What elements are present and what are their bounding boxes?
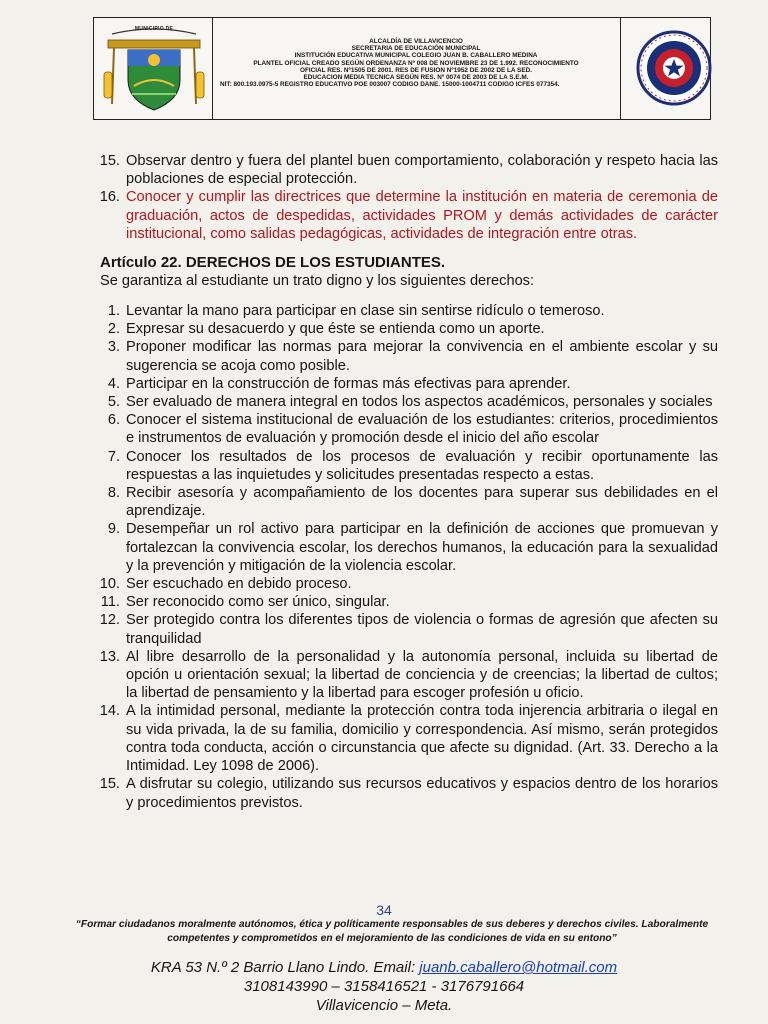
list-item-text: Conocer los resultados de los procesos de evaluación y recibir oportunamente las respuestas a las inquietudes y solicitudes presentadas respecto a estas. [126, 448, 718, 483]
list-item-text: Al libre desarrollo de la personalidad y la autonomía personal, incluida su libertad de opción u orientación sexual; la libertad de conciencia y de creencias; la libertad de cultos; la libertad de pensamiento y la libertad para escoger profesión u oficio. [126, 648, 718, 702]
letterhead [93, 17, 711, 120]
list-item [86, 611, 718, 647]
list-item [86, 648, 718, 703]
list-item-text: Observar dentro y fuera del plantel buen comportamiento, colaboración y respeto hacia las poblaciones de especial protección. [126, 153, 718, 188]
list-item-number: 16. [99, 189, 120, 206]
list-item-number: 8. [107, 485, 120, 502]
motto-line: “Formar ciudadanos moralmente autónomos, ética y políticamente responsables de sus deberes y derechos civiles. Laboralmente [75, 919, 709, 930]
list-item-number: 15. [99, 776, 120, 793]
list-item [86, 338, 718, 374]
list-item [86, 775, 718, 811]
list-item-text: Ser reconocido como ser único, singular. [126, 594, 390, 611]
list-item [86, 593, 718, 611]
letterhead-line: ALCALDÍA DE VILLAVICENCIO [369, 38, 463, 45]
list-item-text: Proponer modificar las normas para mejorar la convivencia en el ambiente escolar y su sugerencia se acoja como posible. [126, 339, 718, 374]
list-item-text: Conocer y cumplir las directrices que determine la institución en materia de ceremonia de graduación, actos de despedidas, actividades PROM y demás actividades de carácter institucional, como salidas pedagógicas, actividades de integración entre otras. [126, 189, 718, 242]
email-link[interactable]: juanb.caballero@hotmail.com [419, 959, 618, 976]
list-item-text: Conocer el sistema institucional de evaluación de los estudiantes: criterios, procedimientos e instrumentos de evaluación y promoción desde el inicio del año escolar [126, 412, 718, 447]
list-item-highlighted [86, 188, 718, 243]
city-line: Villavicencio – Meta. [315, 997, 453, 1014]
list-item-number: 13. [99, 648, 120, 665]
letterhead-divider [620, 18, 621, 119]
municipal-crest-logo [102, 24, 206, 114]
list-item [86, 702, 718, 775]
rights-list [86, 302, 718, 812]
list-item-text: Recibir asesoría y acompañamiento de los docentes para superar sus debilidades en el aprendizaje. [126, 485, 718, 520]
letterhead-divider [212, 18, 213, 119]
list-item-text: Ser escuchado en debido proceso. [126, 576, 352, 593]
list-item [86, 448, 718, 484]
list-item-number: 11. [100, 594, 120, 611]
address-text: KRA 53 N.º 2 Barrio Llano Lindo. Email: [150, 959, 420, 976]
list-item [86, 411, 718, 447]
list-item-text: Ser protegido contra los diferentes tipos de violencia o formas de agresión que afecten su tranquilidad [126, 612, 718, 647]
letterhead-text [214, 38, 618, 88]
letterhead-line: EDUCACION MEDIA TECNICA SEGÚN RES. Nº 0074 DE 2003 DE LA S.E.M. [303, 74, 529, 82]
list-item [86, 320, 718, 338]
article-intro: Se garantiza al estudiante un trato digno y los siguientes derechos: [100, 273, 535, 290]
footer-address [0, 958, 768, 1015]
list-item-number: 14. [99, 703, 120, 720]
list-item [86, 484, 718, 520]
list-item-text: A la intimidad personal, mediante la protección contra toda injerencia arbitraria o ilegal en su vida privada, la de su familia, domicilio y correspondencia. Así mismo, serán protegidos contra toda conducta, acción o circunstancia que afecte su dignidad. (Art. 33. Derecho a la Intimidad. Ley 1098 de 2006). [126, 703, 718, 775]
list-item-text: A disfrutar su colegio, utilizando sus recursos educativos y espacios dentro de los horarios y procedimientos previstos. [126, 776, 718, 811]
letterhead-line: INSTITUCIÓN EDUCATIVA MUNICIPAL COLEGIO JUAN B. CABALLERO MEDINA [294, 52, 538, 60]
phone-numbers: 3108143990 – 3158416521 - 3176791664 [243, 978, 525, 995]
list-item [86, 575, 718, 593]
list-item-number: 1. [107, 303, 120, 320]
list-item [86, 302, 718, 320]
list-item-text: Expresar su desacuerdo y que éste se entienda como un aporte. [126, 321, 545, 338]
list-item-number: 9. [107, 521, 120, 538]
list-item-number: 6. [107, 412, 120, 429]
document-body [86, 152, 718, 812]
list-item [86, 152, 718, 188]
list-item-text: Participar en la construcción de formas más efectivas para aprender. [126, 375, 571, 392]
school-seal-logo [634, 28, 714, 108]
crest-label: MUNICIPIO DE [134, 26, 174, 32]
list-item-number: 12. [99, 612, 120, 629]
address-line [0, 958, 768, 977]
article-title: Artículo 22. DERECHOS DE LOS ESTUDIANTES. [100, 254, 446, 272]
motto-line: competentes y comprometidos en el mejoramiento de las condiciones de vida en su entono” [167, 933, 617, 944]
list-item-number: 4. [107, 375, 120, 392]
list-item-text: Ser evaluado de manera integral en todos los aspectos académicos, personales y sociales [126, 394, 713, 411]
list-item-text: Levantar la mano para participar en clase sin sentirse ridículo o temeroso. [126, 303, 605, 320]
list-item [86, 393, 718, 411]
list-item-number: 15. [99, 153, 120, 169]
letterhead-line: OFICIAL RES. Nº1505 DE 2001. RES DE FUSION Nº1952 DE 2002 DE LA SED. [300, 66, 532, 74]
list-item-number: 5. [107, 394, 120, 411]
list-item-number: 7. [107, 448, 120, 465]
footer-motto [56, 918, 728, 946]
list-item [86, 375, 718, 393]
page-number: 34 [376, 902, 392, 918]
letterhead-nit: NIT: 800.193.0975-5 REGISTRO EDUCATIVO POE 003007 CODIGO DANE. 15000-1004711 CODIGO ICFES 077354. [220, 81, 560, 89]
list-item-number: 3. [107, 339, 120, 356]
letterhead-line: SECRETARIA DE EDUCACIÓN MUNICIPAL [351, 45, 481, 53]
letterhead-line: PLANTEL OFICIAL CREADO SEGÚN ORDENANZA Nº 008 DE NOVIEMBRE 23 DE 1.992. RECONOCIMIENTO [253, 59, 579, 67]
list-item-number: 10. [99, 576, 120, 593]
list-item-text: Desempeñar un rol activo para participar en la definición de acciones que promuevan y fortalezcan la convivencia escolar, los derechos humanos, la educación para la sexualidad y la prevención y mitigación de la violencia escolar. [126, 521, 718, 574]
list-item-number: 2. [107, 321, 120, 338]
list-item [86, 520, 718, 575]
